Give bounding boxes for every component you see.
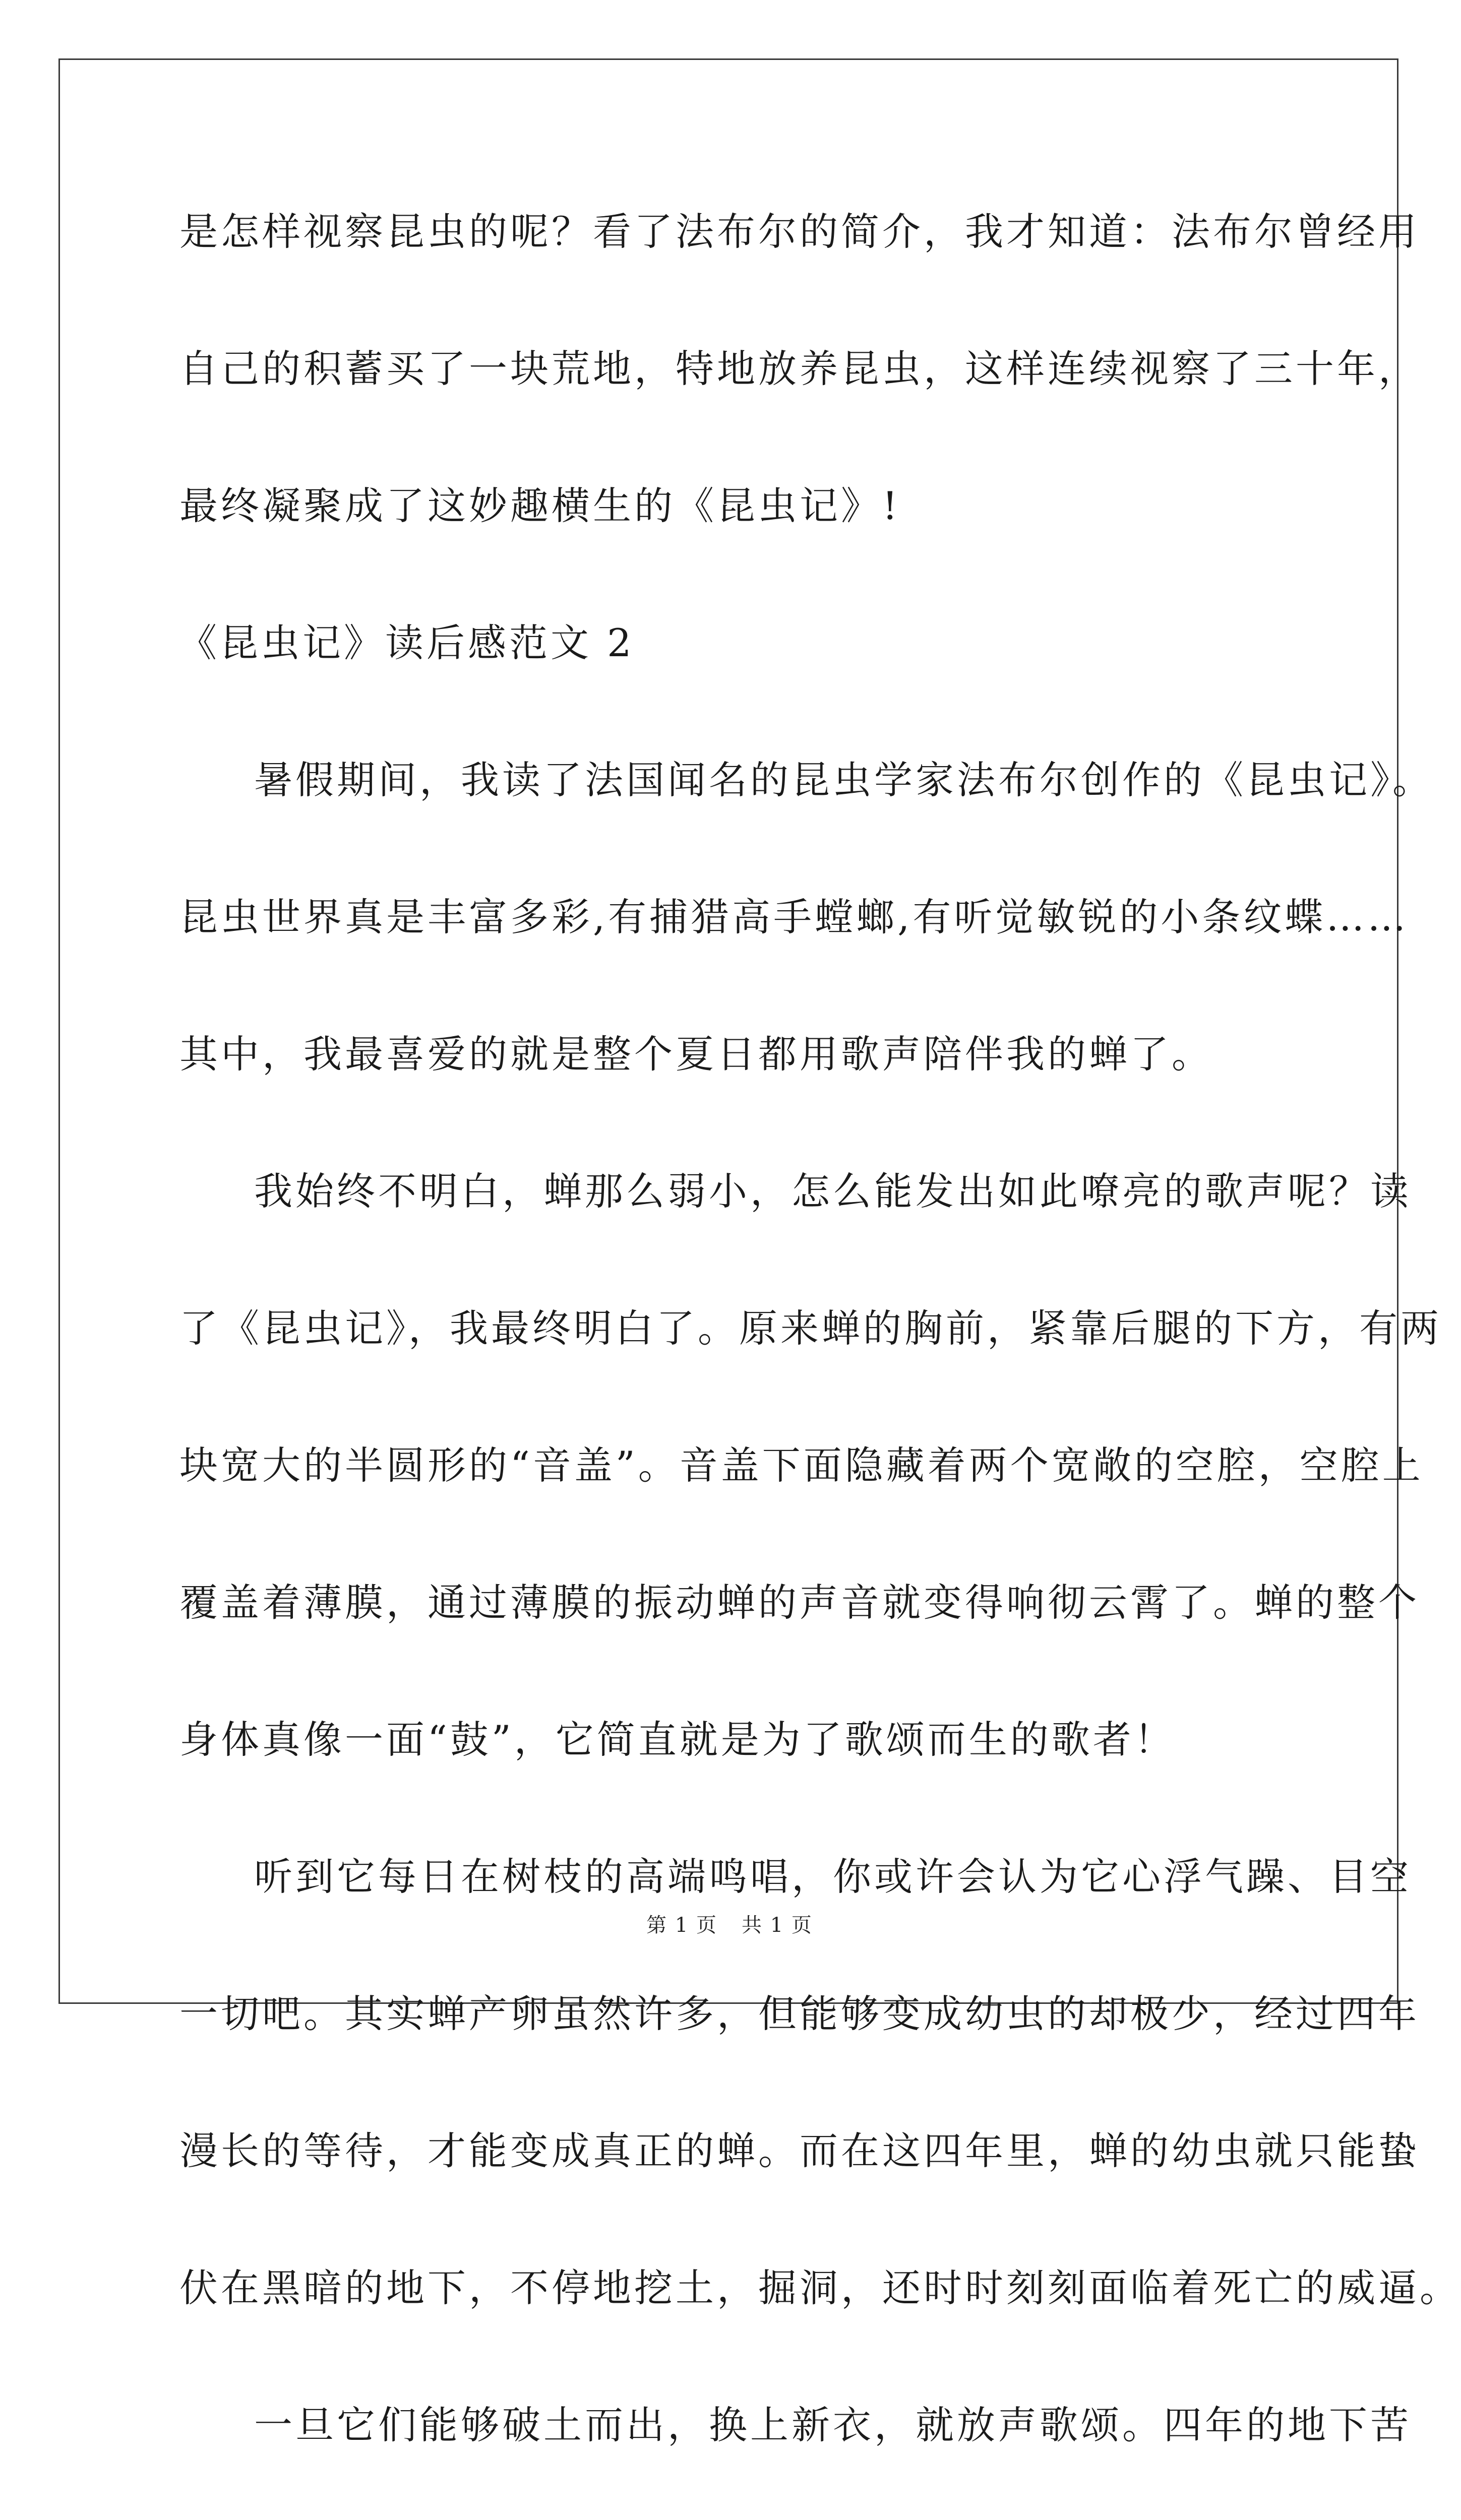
- body-line: 一切吧。其实蝉产卵虽然许多，但能够变成幼虫的却极少，经过四年: [179, 1991, 1420, 2036]
- page-number: 第 1 页: [646, 1914, 717, 1937]
- body-line: 昆虫世界真是丰富多彩,有捕猎高手螳螂,有听觉敏锐的小条纹蝶……: [179, 895, 1409, 939]
- body-line: 块宽大的半圆形的“音盖”。音盖下面隐藏着两个宽敞的空腔，空腔上: [179, 1443, 1424, 1488]
- paragraph-first-line: 暑假期间，我读了法国闻名的昆虫学家法布尔创作的《昆虫记》。: [254, 758, 1434, 802]
- paragraph-first-line: 听到它每日在树枝的高端鸣唱，你或许会认为它心浮气躁、目空: [254, 1854, 1412, 1899]
- body-line: 最终凝聚成了这妙趣横生的《昆虫记》!: [179, 483, 901, 528]
- body-line: 自己的积蓄买了一块荒地，特地放养昆虫，这样连续视察了三十年，: [179, 346, 1420, 391]
- body-line: 身体真像一面“鼓”，它简直就是为了歌颂而生的歌者！: [179, 1717, 1176, 1762]
- body-line: 覆盖着薄膜，通过薄膜的振动蝉的声音就变得响彻云霄了。蝉的整个: [179, 1580, 1420, 1625]
- body-line: 伏在黑暗的地下，不停地挖土，掘洞，还时时刻刻面临着死亡的威逼。: [179, 2265, 1461, 2310]
- body-line: 了《昆虫记》，我最终明白了。原来蝉的胸前，紧靠后腿的下方，有两: [179, 1306, 1442, 1351]
- paragraph-first-line: 我始终不明白，蝉那么弱小，怎么能发出如此嘹亮的歌声呢？读: [254, 1169, 1412, 1214]
- document-body: [178, 192, 1461, 2520]
- page-total: 共 1 页: [742, 1914, 813, 1937]
- page-footer: [0, 1910, 1459, 1940]
- section-heading: 《昆虫记》读后感范文 2: [178, 620, 635, 665]
- body-line: 是怎样视察昆虫的呢？看了法布尔的简介，我才知道：法布尔曾经用: [179, 209, 1420, 254]
- body-line: 漫长的等待，才能变成真正的蝉。而在这四年里，蝉的幼虫就只能蛰: [179, 2128, 1420, 2173]
- paragraph-first-line: 一旦它们能够破土而出，换上新衣，就放声歌颂。四年的地下苦: [254, 2403, 1412, 2447]
- body-line: 其中，我最喜爱的就是整个夏日都用歌声陪伴我的蝉了。: [179, 1032, 1213, 1077]
